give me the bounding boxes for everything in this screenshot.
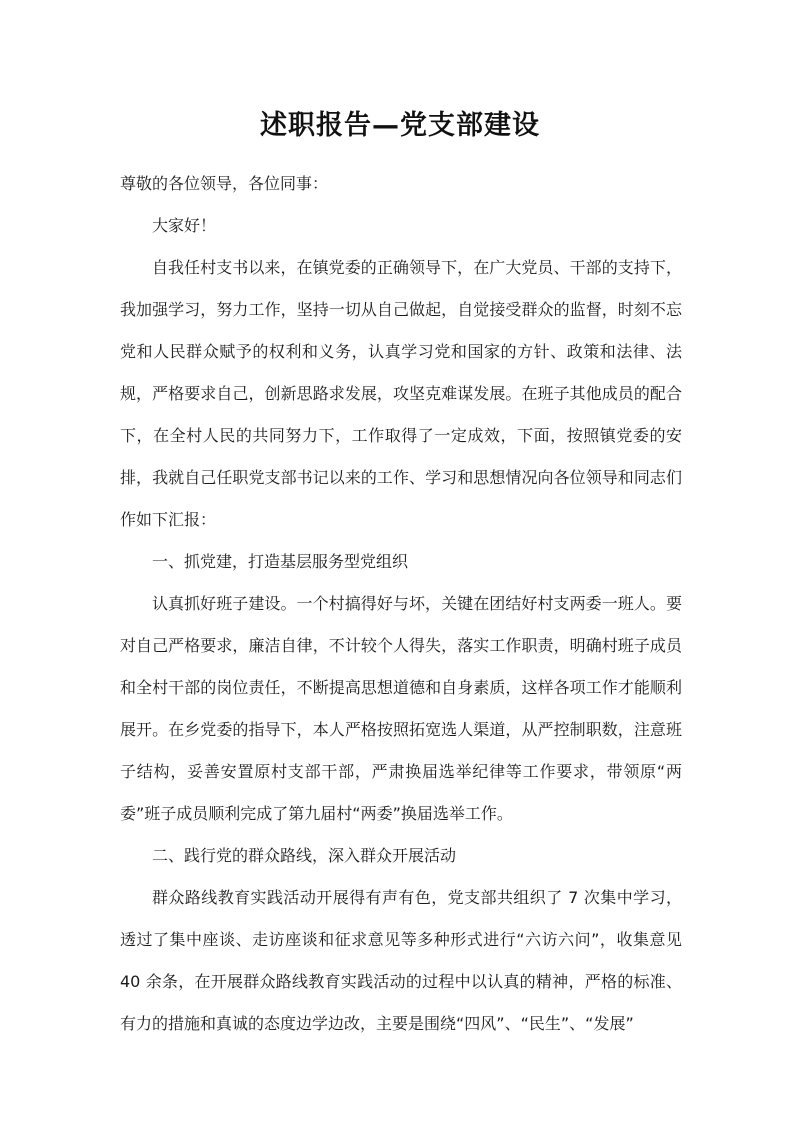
greeting: 大家好！ <box>152 216 217 235</box>
paragraph-intro: 自我任村支书以来，在镇党委的正确领导下，在广大党员、干部的支持下，我加强学习，努力工作，坚持一切从自己做起，自觉接受群众的监督，时刻不忘党和人民群众赋予的权利和义务，认真学习党和国家的方针、政策和法律、法规，严格要求自己，创新思路求发展，攻坚克难谋发展。在班子其他成员的配合下，在全村人民的共同努力下，工作取得了一定成效，下面，按照镇党委的安排，我就自己任职党支部书记以来的工作、学习和思想情况向各位领导和同志们作如下汇报： <box>120 258 682 529</box>
salutation: 尊敬的各位领导，各位同事： <box>120 174 329 193</box>
paragraph-mass-line: 群众路线教育实践活动开展得有声有色，党支部共组织了 7 次集中学习，透过了集中座谈、走访座谈和征求意见等多种形式进行“六访六问”，收集意见 40 余条，在开展群众路线教育实践活动的过程中以认真的精神，严格的标准、有力的措施和真诚的态度边学边改，主要是围绕“四风”、“民生”、“发展” <box>120 888 682 1033</box>
section-heading-2: 二、践行党的群众路线，深入群众开展活动 <box>152 846 457 865</box>
section-heading-1: 一、抓党建，打造基层服务型党组织 <box>152 552 409 571</box>
document-title: 述职报告—党支部建设 <box>260 110 540 141</box>
paragraph-team-building: 认真抓好班子建设。一个村搞得好与坏，关键在团结好村支两委一班人。要对自己严格要求，廉洁自律，不计较个人得失，落实工作职责，明确村班子成员和全村干部的岗位责任，不断提高思想道德和自身素质，这样各项工作才能顺利展开。在乡党委的指导下，本人严格按照拓宽选人渠道，从严控制职数，注意班子结构，妥善安置原村支部干部，严肃换届选举纪律等工作要求，带领原“两委”班子成员顺利完成了第九届村“两委”换届选举工作。 <box>120 594 682 823</box>
document-body <box>120 163 682 1045</box>
